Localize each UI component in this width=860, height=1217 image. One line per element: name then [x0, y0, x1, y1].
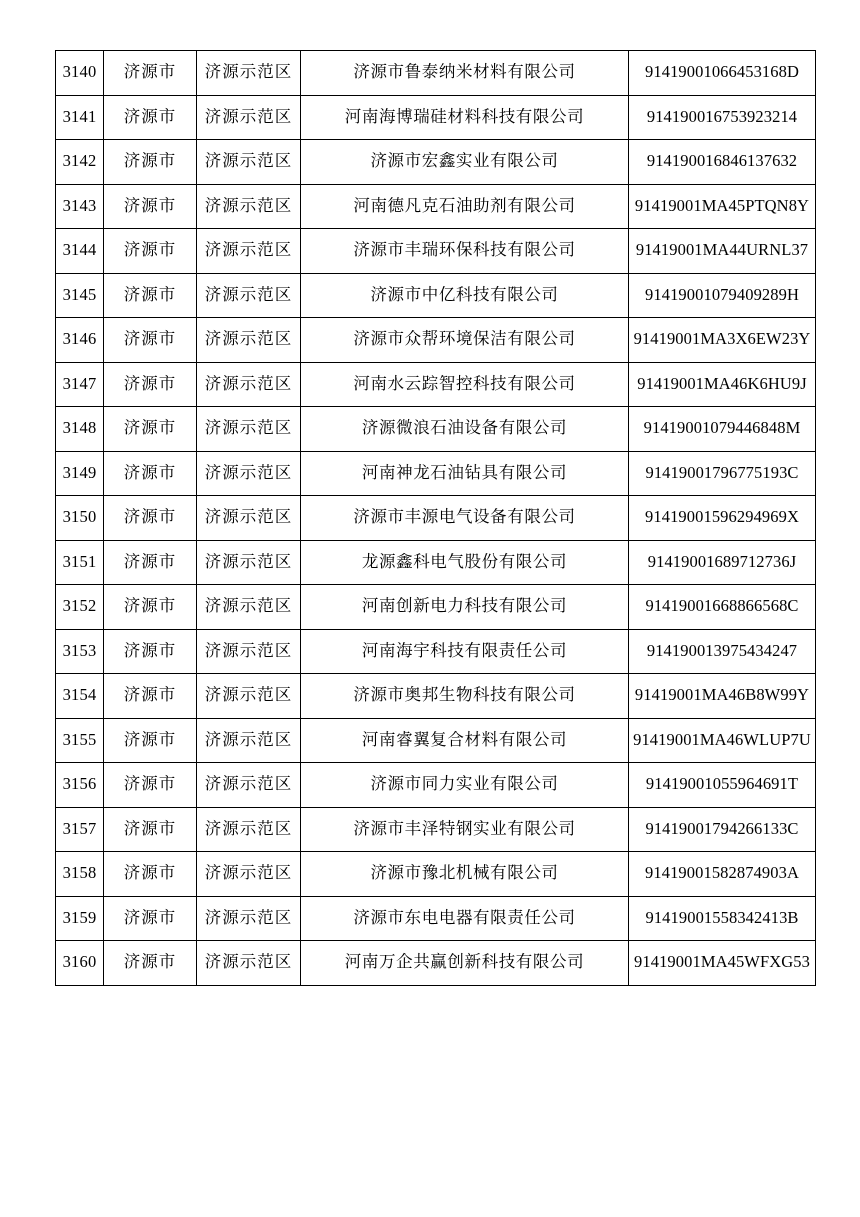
cell-zone: 济源示范区 [197, 273, 301, 318]
cell-zone: 济源示范区 [197, 896, 301, 941]
cell-sequence-number: 3147 [56, 362, 104, 407]
cell-sequence-number: 3158 [56, 852, 104, 897]
cell-enterprise-name: 河南神龙石油钻具有限公司 [301, 451, 629, 496]
cell-enterprise-name: 济源市丰瑞环保科技有限公司 [301, 229, 629, 274]
cell-credit-code: 91419001596294969X [629, 496, 816, 541]
cell-zone: 济源示范区 [197, 718, 301, 763]
cell-enterprise-name: 河南德凡克石油助剂有限公司 [301, 184, 629, 229]
cell-city: 济源市 [104, 407, 197, 452]
enterprise-listing-table-container [55, 50, 815, 986]
table-row [56, 318, 816, 363]
cell-credit-code: 91419001796775193C [629, 451, 816, 496]
cell-credit-code: 914190013975434247 [629, 629, 816, 674]
table-row [56, 941, 816, 986]
cell-sequence-number: 3159 [56, 896, 104, 941]
table-row [56, 718, 816, 763]
cell-city: 济源市 [104, 718, 197, 763]
cell-sequence-number: 3154 [56, 674, 104, 719]
cell-enterprise-name: 龙源鑫科电气股份有限公司 [301, 540, 629, 585]
cell-enterprise-name: 济源市东电电器有限责任公司 [301, 896, 629, 941]
table-row [56, 763, 816, 808]
cell-city: 济源市 [104, 852, 197, 897]
table-row [56, 407, 816, 452]
cell-city: 济源市 [104, 540, 197, 585]
cell-enterprise-name: 河南水云踪智控科技有限公司 [301, 362, 629, 407]
cell-city: 济源市 [104, 95, 197, 140]
cell-zone: 济源示范区 [197, 229, 301, 274]
cell-credit-code: 91419001079446848M [629, 407, 816, 452]
cell-city: 济源市 [104, 140, 197, 185]
table-row [56, 896, 816, 941]
cell-credit-code: 91419001MA46WLUP7U [629, 718, 816, 763]
cell-city: 济源市 [104, 229, 197, 274]
cell-zone: 济源示范区 [197, 51, 301, 96]
table-row [56, 229, 816, 274]
cell-enterprise-name: 济源市奥邦生物科技有限公司 [301, 674, 629, 719]
cell-credit-code: 91419001558342413B [629, 896, 816, 941]
cell-credit-code: 91419001055964691T [629, 763, 816, 808]
cell-city: 济源市 [104, 362, 197, 407]
table-row [56, 496, 816, 541]
cell-zone: 济源示范区 [197, 540, 301, 585]
cell-credit-code: 91419001MA46B8W99Y [629, 674, 816, 719]
cell-credit-code: 91419001689712736J [629, 540, 816, 585]
cell-sequence-number: 3146 [56, 318, 104, 363]
cell-zone: 济源示范区 [197, 407, 301, 452]
cell-sequence-number: 3144 [56, 229, 104, 274]
cell-sequence-number: 3143 [56, 184, 104, 229]
table-row [56, 362, 816, 407]
cell-credit-code: 91419001079409289H [629, 273, 816, 318]
cell-sequence-number: 3145 [56, 273, 104, 318]
cell-sequence-number: 3142 [56, 140, 104, 185]
cell-sequence-number: 3149 [56, 451, 104, 496]
cell-sequence-number: 3148 [56, 407, 104, 452]
cell-enterprise-name: 河南创新电力科技有限公司 [301, 585, 629, 630]
table-row [56, 807, 816, 852]
cell-enterprise-name: 河南睿翼复合材料有限公司 [301, 718, 629, 763]
cell-credit-code: 91419001MA44URNL37 [629, 229, 816, 274]
cell-credit-code: 914190016846137632 [629, 140, 816, 185]
cell-credit-code: 91419001MA45PTQN8Y [629, 184, 816, 229]
table-row [56, 273, 816, 318]
cell-zone: 济源示范区 [197, 95, 301, 140]
cell-credit-code: 91419001066453168D [629, 51, 816, 96]
cell-city: 济源市 [104, 896, 197, 941]
cell-enterprise-name: 济源市豫北机械有限公司 [301, 852, 629, 897]
cell-zone: 济源示范区 [197, 318, 301, 363]
cell-enterprise-name: 济源市鲁泰纳米材料有限公司 [301, 51, 629, 96]
cell-city: 济源市 [104, 807, 197, 852]
cell-enterprise-name: 济源市中亿科技有限公司 [301, 273, 629, 318]
table-row [56, 451, 816, 496]
cell-enterprise-name: 河南万企共赢创新科技有限公司 [301, 941, 629, 986]
cell-sequence-number: 3140 [56, 51, 104, 96]
enterprise-listing-table [55, 50, 816, 986]
cell-zone: 济源示范区 [197, 807, 301, 852]
cell-enterprise-name: 济源微浪石油设备有限公司 [301, 407, 629, 452]
cell-sequence-number: 3141 [56, 95, 104, 140]
cell-city: 济源市 [104, 51, 197, 96]
cell-enterprise-name: 济源市同力实业有限公司 [301, 763, 629, 808]
cell-credit-code: 91419001MA3X6EW23Y [629, 318, 816, 363]
cell-sequence-number: 3150 [56, 496, 104, 541]
cell-zone: 济源示范区 [197, 362, 301, 407]
cell-zone: 济源示范区 [197, 184, 301, 229]
table-row [56, 674, 816, 719]
table-row [56, 540, 816, 585]
cell-credit-code: 91419001794266133C [629, 807, 816, 852]
table-row [56, 629, 816, 674]
cell-zone: 济源示范区 [197, 852, 301, 897]
cell-credit-code: 91419001MA45WFXG53 [629, 941, 816, 986]
table-row [56, 852, 816, 897]
cell-city: 济源市 [104, 318, 197, 363]
cell-enterprise-name: 济源市宏鑫实业有限公司 [301, 140, 629, 185]
cell-sequence-number: 3155 [56, 718, 104, 763]
cell-city: 济源市 [104, 451, 197, 496]
cell-zone: 济源示范区 [197, 763, 301, 808]
cell-city: 济源市 [104, 273, 197, 318]
cell-enterprise-name: 河南海宇科技有限责任公司 [301, 629, 629, 674]
cell-city: 济源市 [104, 184, 197, 229]
cell-enterprise-name: 济源市众帮环境保洁有限公司 [301, 318, 629, 363]
table-row [56, 140, 816, 185]
cell-zone: 济源示范区 [197, 629, 301, 674]
cell-city: 济源市 [104, 674, 197, 719]
cell-zone: 济源示范区 [197, 585, 301, 630]
cell-sequence-number: 3152 [56, 585, 104, 630]
cell-zone: 济源示范区 [197, 451, 301, 496]
cell-sequence-number: 3157 [56, 807, 104, 852]
cell-zone: 济源示范区 [197, 674, 301, 719]
cell-zone: 济源示范区 [197, 941, 301, 986]
cell-sequence-number: 3156 [56, 763, 104, 808]
cell-enterprise-name: 河南海博瑞硅材料科技有限公司 [301, 95, 629, 140]
cell-credit-code: 91419001668866568C [629, 585, 816, 630]
table-body [56, 51, 816, 986]
cell-sequence-number: 3160 [56, 941, 104, 986]
cell-enterprise-name: 济源市丰泽特钢实业有限公司 [301, 807, 629, 852]
cell-city: 济源市 [104, 496, 197, 541]
cell-enterprise-name: 济源市丰源电气设备有限公司 [301, 496, 629, 541]
table-row [56, 51, 816, 96]
cell-credit-code: 914190016753923214 [629, 95, 816, 140]
cell-city: 济源市 [104, 941, 197, 986]
cell-city: 济源市 [104, 629, 197, 674]
cell-credit-code: 91419001582874903A [629, 852, 816, 897]
cell-credit-code: 91419001MA46K6HU9J [629, 362, 816, 407]
cell-sequence-number: 3151 [56, 540, 104, 585]
cell-city: 济源市 [104, 763, 197, 808]
table-row [56, 95, 816, 140]
cell-zone: 济源示范区 [197, 140, 301, 185]
cell-city: 济源市 [104, 585, 197, 630]
cell-sequence-number: 3153 [56, 629, 104, 674]
table-row [56, 585, 816, 630]
table-row [56, 184, 816, 229]
cell-zone: 济源示范区 [197, 496, 301, 541]
